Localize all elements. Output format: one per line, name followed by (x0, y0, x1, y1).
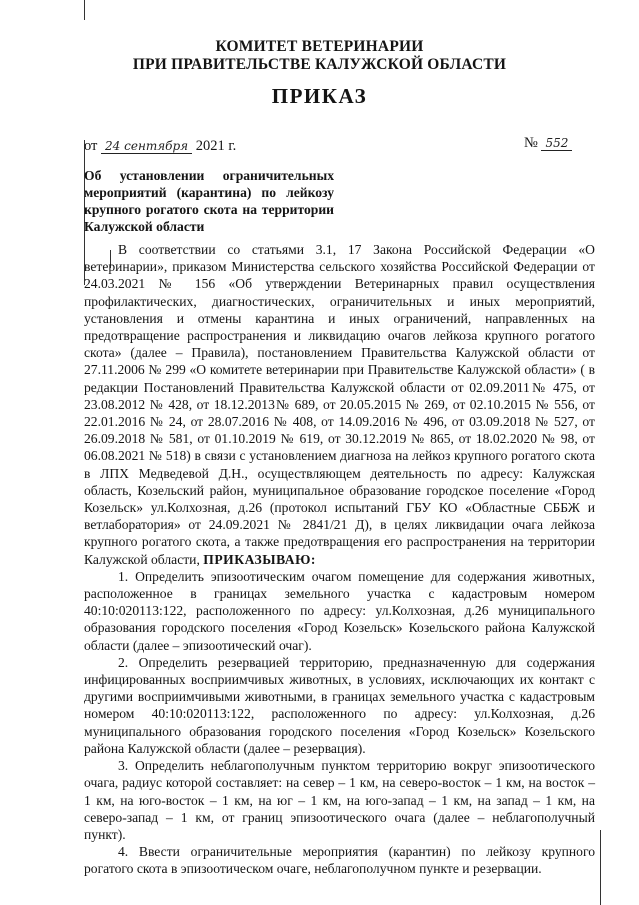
subject-line: Об установлении ограничительных (84, 168, 334, 183)
issuer-line-2: ПРИ ПРАВИТЕЛЬСТВЕ КАЛУЖСКОЙ ОБЛАСТИ (132, 56, 507, 73)
date-year: 2021 г. (195, 138, 237, 154)
preamble-paragraph (84, 241, 595, 568)
subject-line: Калужской области (84, 219, 205, 234)
issuer-line-1: КОМИТЕТ ВЕТЕРИНАРИИ (215, 38, 424, 55)
subject-line: крупного рогатого скота на территории (84, 202, 334, 217)
scan-edge-line (600, 830, 601, 905)
scan-edge-line (84, 0, 85, 20)
order-item-2: 2. Определить резервацией территорию, предназначенную для содержания инфицированных восприимчивых животных, в условиях, исключающих их контакт с другими восприимчивыми животными, в границах земельного участка с кадастровым номером 40:10:020113:122, расположенного по адресу: ул.Колхозная, д.26 муниципального образования городского поселения «Город Козельск» Козельского района Калужской области (далее – резервация). (84, 654, 595, 756)
handwritten-date: 24 сентября (101, 140, 192, 154)
order-keyword: ПРИКАЗЫВАЮ: (203, 551, 316, 567)
date-prefix: от (84, 138, 98, 154)
handwritten-number: 552 (541, 137, 572, 151)
subject-line: мероприятий (карантина) по лейкозу (84, 185, 334, 200)
order-item-4: 4. Ввести ограничительные мероприятия (карантин) по лейкозу крупного рогатого скота в эпизоотическом очаге, неблагополучном пункте и резервации. (84, 844, 595, 877)
order-item-3: 3. Определить неблагополучным пунктом территорию вокруг эпизоотического очага, радиус которой составляет: на север – 1 км, на северо-восток – 1 км, на восток – 1 км, на юго-восток – 1 км, на юг – 1 км, на юго-запад – 1 км, на запад – 1 км, на северо-запад – 1 км, от границ эпизоотического очага (далее – неблагополучный пункт). (84, 758, 595, 842)
order-number (524, 135, 572, 152)
number-prefix: № (524, 135, 538, 151)
document-title: ПРИКАЗ (271, 84, 368, 108)
preamble-text: В соответствии со статьями 3.1, 17 Закона Российской Федерации «О ветеринарии», приказом Министерства сельского хозяйства Российской Федерации от 24.03.2021 № 156 «Об утверждении Ветеринарных правил осуществления профилактических, диагностических, ограничительных и иных мероприятий, установления и отмены карантина и иных ограничений, направленных на предотвращение распространения и ликвидацию очагов лейкоза крупного рогатого скота» (далее – Правила), постановлением Правительства Калужской области от 27.11.2006 № 299 «О комитете ветеринарии при Правительстве Калужской области» ( в редакции Постановлений Правительства Калужской области от 02.09.2011№ 475, от 23.08.2012 № 428, от 18.12.2013№ 689, от 20.05.2015 № 269, от 02.10.2015 № 556, от 22.01.2016 № 24, от 28.07.2016 № 408, от 14.09.2016 № 496, от 03.09.2018 № 527, от 26.09.2018 № 581, от 01.10.2019 № 619, от 30.12.2019 № 865, от 18.02.2020 № 98, от 06.08.2021 № 518) в связи с установлением диагноза на лейкоз крупного рогатого скота в ЛПХ Медведевой Д.Н., осуществляющем деятельность по адресу: Калужская область, Козельский район, муниципальное образование городское поселение «Город Козельск» ул.Колхозная, д.26 (протокол испытаний ГБУ КО «Областные СББЖ и ветлаборатория» от 24.09.2021 № 2841/21 Д), в целях ликвидации очага лейкоза крупного рогатого скота, а также предотвращения его распространения на территории Калужской области, (84, 242, 595, 567)
order-subject (84, 167, 334, 235)
order-date (84, 138, 236, 155)
order-item-1: 1. Определить эпизоотическим очагом помещение для содержания животных, расположенное в границах земельного участка с кадастровым номером 40:10:020113:122, расположенного по адресу: ул.Колхозная, д.26 муниципального образования городского поселения «Город Козельск» Козельского района Калужской области (далее – эпизоотический очаг). (84, 568, 595, 653)
order-body (84, 241, 595, 878)
